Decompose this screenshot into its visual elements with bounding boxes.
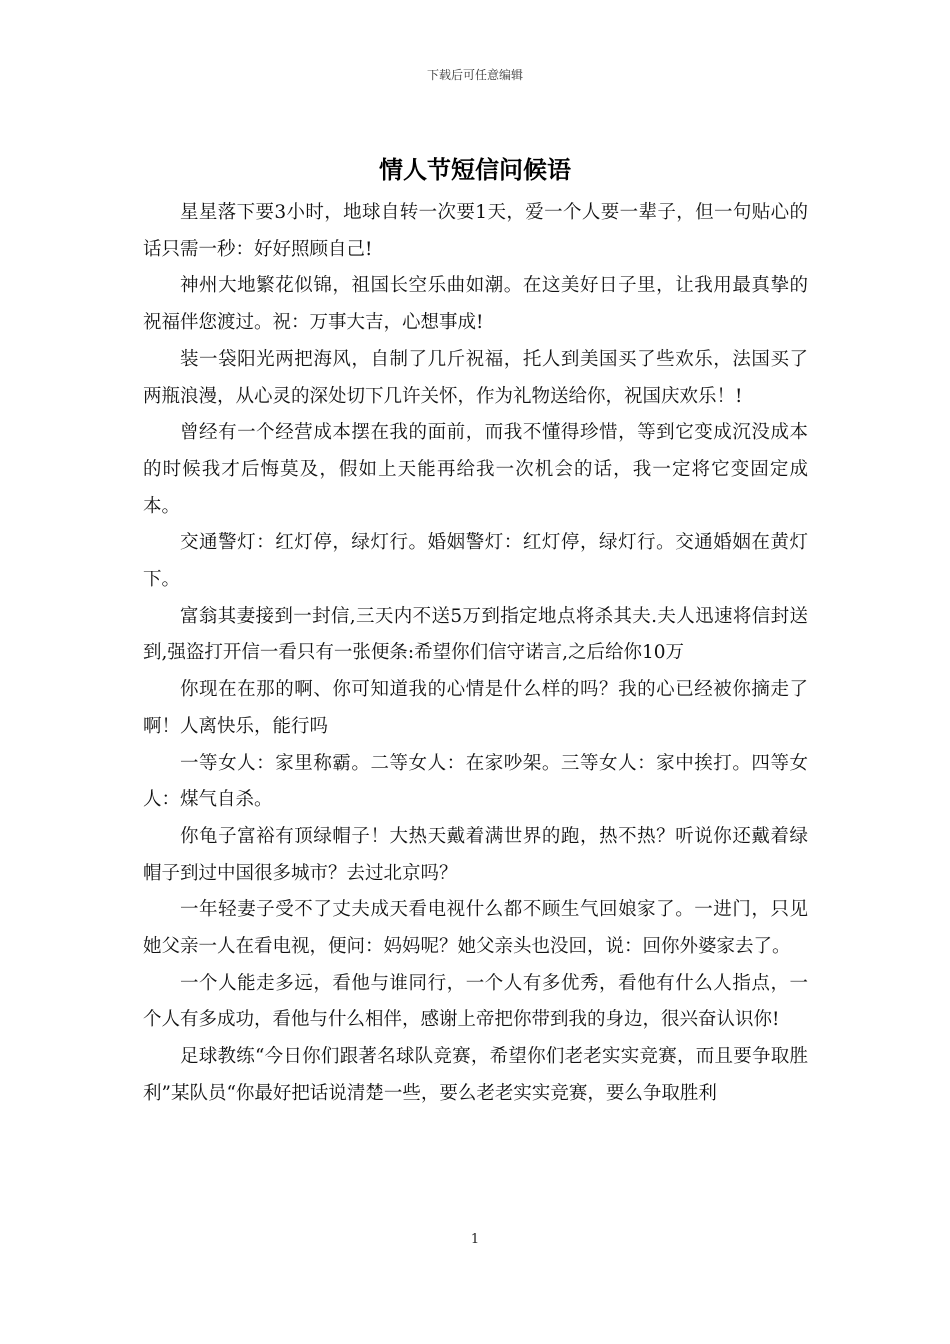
paragraph: 一年轻妻子受不了丈夫成天看电视什么都不顾生气回娘家了。一进门，只见她父亲一人在看电视，便问：妈妈呢？她父亲头也没回，说：回你外婆家去了。 bbox=[143, 899, 808, 958]
paragraph: 一等女人：家里称霸。二等女人：在家吵架。三等女人：家中挨打。四等女人：煤气自杀。 bbox=[143, 752, 808, 811]
paragraph: 装一袋阳光两把海风，自制了几斤祝福，托人到美国买了些欢乐，法国买了两瓶浪漫，从心灵的深处切下几许关怀，作为礼物送给你，祝国庆欢乐！! bbox=[143, 348, 808, 407]
paragraph: 富翁其妻接到一封信,三天内不送5万到指定地点将杀其夫.夫人迅速将信封送到,强盗打开信一看只有一张便条:希望你们信守诺言,之后给你10万 bbox=[143, 605, 808, 664]
page-number: 1 bbox=[470, 1232, 480, 1247]
paragraph: 一个人能走多远，看他与谁同行，一个人有多优秀，看他有什么人指点，一个人有多成功，看他与什么相伴，感谢上帝把你带到我的身边，很兴奋认识你! bbox=[143, 972, 808, 1031]
paragraph: 星星落下要3小时，地球自转一次要1天，爱一个人要一辈子，但一句贴心的话只需一秒：好好照顾自己! bbox=[143, 202, 808, 260]
page-header-note: 下载后可任意编辑 bbox=[426, 68, 523, 82]
paragraph: 神州大地繁花似锦，祖国长空乐曲如潮。在这美好日子里，让我用最真挚的祝福伴您渡过。祝：万事大吉，心想事成! bbox=[143, 275, 808, 334]
document-body bbox=[143, 195, 808, 1113]
paragraph: 你现在在那的啊、你可知道我的心情是什么样的吗？我的心已经被你摘走了啊！人离快乐，能行吗 bbox=[143, 679, 808, 737]
paragraph: 曾经有一个经营成本摆在我的面前，而我不懂得珍惜，等到它变成沉没成本的时候我才后悔莫及，假如上天能再给我一次机会的话，我一定将它变固定成本。 bbox=[143, 422, 808, 517]
paragraph: 交通警灯：红灯停，绿灯行。婚姻警灯：红灯停，绿灯行。交通婚姻在黄灯下。 bbox=[143, 532, 808, 591]
paragraph: 足球教练“今日你们跟著名球队竞赛，希望你们老老实实竞赛，而且要争取胜利”某队员“你最好把话说清楚一些，要么老老实实竞赛，要么争取胜利 bbox=[143, 1046, 808, 1104]
paragraph: 你龟子富裕有顶绿帽子！大热天戴着满世界的跑，热不热？听说你还戴着绿帽子到过中国很多城市？去过北京吗？ bbox=[143, 825, 808, 884]
document-title: 情人节短信问候语 bbox=[379, 156, 571, 184]
